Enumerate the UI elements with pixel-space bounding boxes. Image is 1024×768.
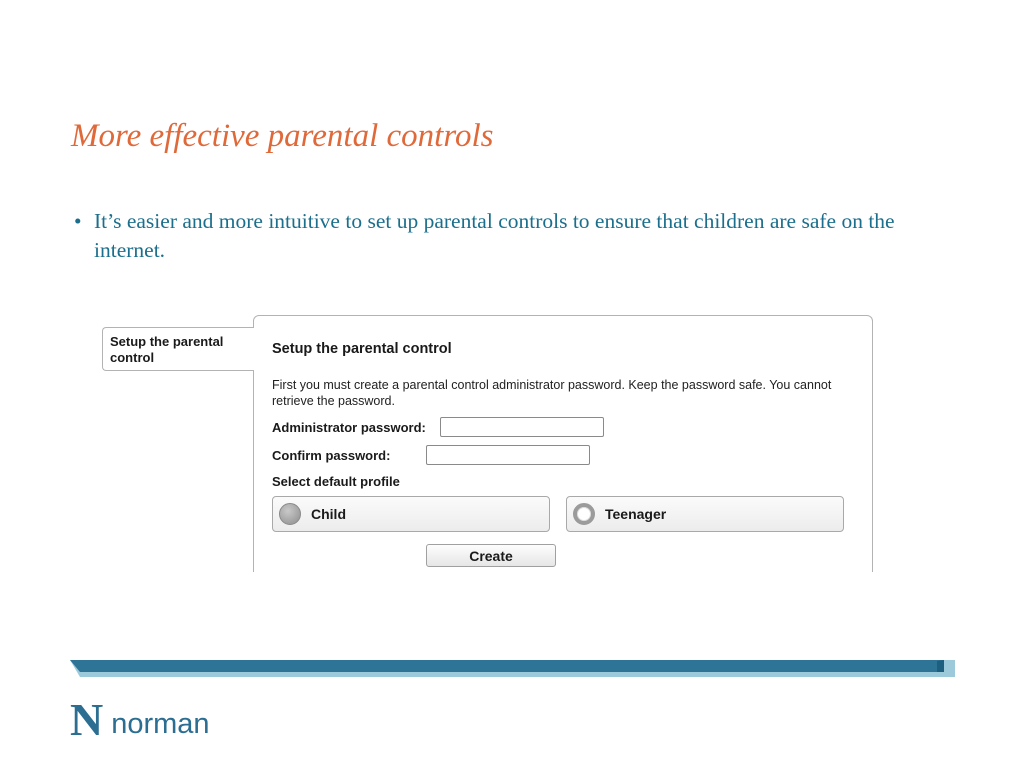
radio-selected-icon (279, 503, 301, 525)
slide-title: More effective parental controls (71, 118, 494, 154)
confirm-password-label: Confirm password: (272, 448, 391, 463)
admin-password-label: Administrator password: (272, 420, 426, 435)
panel-title: Setup the parental control (272, 341, 452, 357)
logo-letter: N (70, 694, 104, 745)
bullet-text: It’s easier and more intuitive to set up parental controls to ensure that children are safe on the internet. (94, 209, 895, 262)
profile-label: Select default profile (272, 474, 400, 489)
tab-setup-parental-control[interactable]: Setup the parental control (102, 327, 254, 371)
admin-password-input[interactable] (440, 417, 604, 437)
profile-option-teenager[interactable] (566, 496, 844, 532)
norman-logo (70, 694, 210, 745)
panel-description: First you must create a parental control administrator password. Keep the password safe. You cannot retrieve the password. (272, 378, 832, 408)
parental-control-screenshot (94, 306, 884, 572)
profile-child-label: Child (311, 506, 346, 522)
footer-band-dark (70, 660, 944, 672)
bullet-point (74, 207, 954, 265)
footer-band (0, 655, 1024, 685)
logo-text: norman (111, 708, 210, 740)
create-button[interactable]: Create (426, 544, 556, 567)
radio-unselected-icon (573, 503, 595, 525)
confirm-password-input[interactable] (426, 445, 590, 465)
footer-band-cap (937, 660, 944, 672)
profile-teenager-label: Teenager (605, 506, 667, 522)
setup-panel (253, 315, 873, 572)
bullet-marker: • (74, 209, 82, 233)
profile-option-child[interactable] (272, 496, 550, 532)
